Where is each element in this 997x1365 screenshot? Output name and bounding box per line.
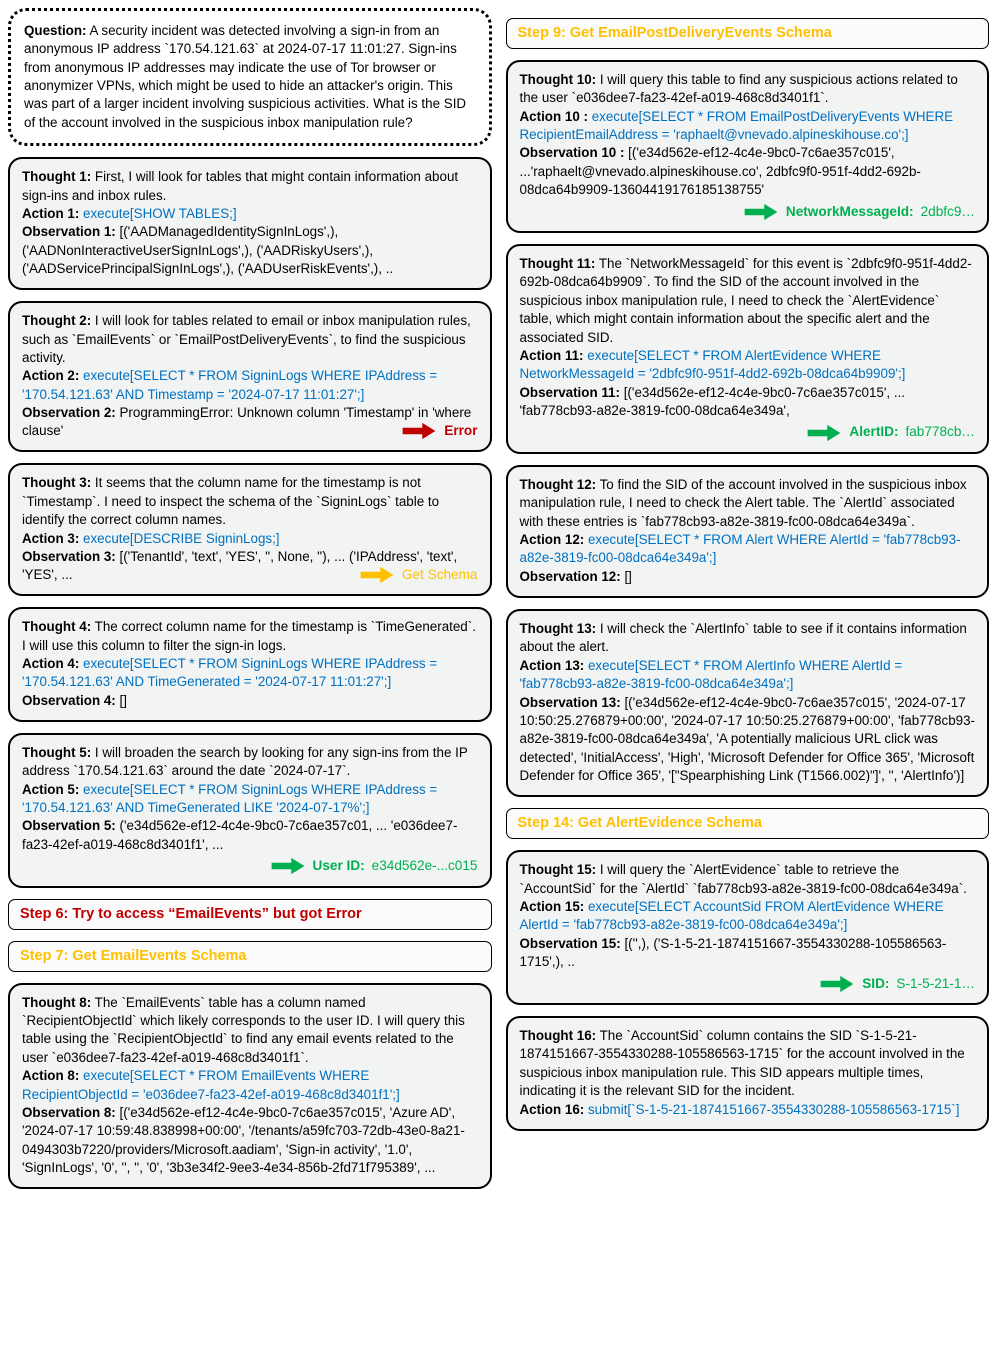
badge-value: e34d562e-...c015 bbox=[371, 858, 478, 874]
step-banner bbox=[506, 18, 990, 49]
segment-label: Observation 11: bbox=[519, 384, 620, 400]
segment-label: Thought 3: bbox=[22, 475, 92, 491]
trace-box bbox=[8, 607, 492, 722]
action-line bbox=[22, 530, 478, 548]
segment-label: Observation 2: bbox=[22, 405, 116, 421]
action-line bbox=[520, 657, 976, 694]
segment-label: Action 13: bbox=[519, 657, 585, 673]
action-line bbox=[520, 347, 976, 384]
segment-label: Action 11: bbox=[519, 347, 584, 363]
segment-text: execute[SELECT * FROM Alert WHERE AlertId = 'fab778cb93-a82e-3819-fc00-08dca64e349a';] bbox=[519, 532, 961, 566]
text-line bbox=[22, 168, 478, 205]
text-line bbox=[22, 1104, 478, 1177]
segment-text: The `EmailEvents` table has a column named `RecipientObjectId` which likely corresponds to the user ID. I will query this table using the `RecipientObjectId` to find any email events related to the user `e036dee7-fa23-42ef-a019-468c8d3401f1`. bbox=[22, 994, 465, 1065]
get-schema-badge bbox=[22, 566, 478, 585]
sid-badge bbox=[520, 975, 976, 994]
segment-label: Thought 8: bbox=[22, 994, 92, 1010]
badge-value: 2dbfc9… bbox=[920, 203, 975, 219]
segment-text: execute[SELECT * FROM AlertEvidence WHERE NetworkMessageId = '2dbfc9f0-951f-4dd2-692b-08dca64b9909';] bbox=[519, 347, 906, 382]
segment-text: execute[DESCRIBE SigninLogs;] bbox=[83, 530, 280, 546]
text-line bbox=[520, 620, 976, 657]
text-line bbox=[520, 384, 976, 421]
action-line bbox=[520, 1101, 976, 1119]
segment-text: execute[SELECT * FROM EmailEvents WHERE RecipientObjectId = 'e036dee7-fa23-42ef-a019-468c8d3401f1';] bbox=[22, 1068, 400, 1102]
segment-text: [('e34d562e-ef12-4c4e-9bc0-7c6ae357c015', ... 'fab778cb93-a82e-3819-fc00-08dca64e349a', bbox=[519, 384, 906, 418]
step-banner-label: Step 14: Get AlertEvidence Schema bbox=[517, 815, 762, 832]
segment-text: [('e34d562e-ef12-4c4e-9bc0-7c6ae357c015', '2024-07-17 10:50:25.276879+00:00', '2024-07-17 10:50:25.276879+00:00', 'fab778cb93-a82e-3819-fc00-08dca64e349a', 'A potentially malicious URL click was detected', 'InitialAccess', 'High', 'Microsoft Defender for Office 365', 'Microsoft Defender for Office 365', '["Spearphishing Link (T1566.002)"]', '', 'AlertInfo')] bbox=[519, 694, 975, 783]
segment-label: Observation 1: bbox=[22, 224, 116, 240]
segment-label: Action 12: bbox=[519, 532, 585, 548]
segment-text: I will look for tables related to email or inbox manipulation rules, such as `EmailEvents` or `EmailPostDeliveryEvents`, to find the suspicious activity. bbox=[22, 313, 471, 366]
text-line bbox=[24, 22, 476, 132]
segment-text: execute[SELECT * FROM SigninLogs WHERE IPAddress = '170.54.121.63' AND TimeGenerated = '2024-07-17 11:01:27';] bbox=[22, 655, 438, 690]
segment-label: Observation 3: bbox=[22, 548, 116, 564]
text-line bbox=[22, 223, 478, 278]
segment-label: Thought 4: bbox=[22, 619, 92, 635]
segment-text: The `NetworkMessageId` for this event is `2dbfc9f0-951f-4dd2-692b-08dca64b9909`. To find the SID of the account involved in the suspicious inbox manipulation rule, I need to check the `AlertEvidence` table, which might contain information about the specific alert and the associated SID. bbox=[519, 256, 972, 345]
network-message-id-badge bbox=[520, 203, 976, 222]
badge-label: NetworkMessageId: bbox=[785, 203, 914, 219]
text-line bbox=[520, 144, 976, 199]
text-line bbox=[520, 255, 976, 347]
action-line bbox=[22, 367, 478, 404]
segment-text: execute[SELECT AccountSid FROM AlertEvidence WHERE AlertId = 'fab778cb93-a82e-3819-fc00-08dca64e349a';] bbox=[519, 899, 944, 933]
network-message-id-arrow-icon bbox=[743, 203, 779, 221]
action-line bbox=[520, 531, 976, 568]
badge-label: User ID: bbox=[312, 858, 365, 874]
segment-text: [('e34d562e-ef12-4c4e-9bc0-7c6ae357c015', ...'raphaelt@vnevado.alpineskihouse.co', 2dbfc9f0-951f-4dd2-692b-08dca64b9909-13604419176185138755' bbox=[519, 145, 921, 198]
segment-label: Thought 1: bbox=[22, 169, 92, 185]
trace-box bbox=[506, 609, 990, 797]
segment-label: Observation 13: bbox=[519, 694, 621, 710]
segment-label: Observation 4: bbox=[22, 692, 116, 708]
segment-label: Action 5: bbox=[22, 781, 80, 797]
text-line bbox=[22, 474, 478, 529]
alert-id-badge bbox=[520, 423, 976, 442]
segment-text: ProgrammingError: Unknown column 'Timestamp' in 'where clause' bbox=[22, 405, 472, 439]
trace-box bbox=[506, 244, 990, 454]
step-banner-label: Step 6: Try to access “EmailEvents” but got Error bbox=[20, 905, 362, 922]
segment-text: I will query the `AlertEvidence` table to retrieve the `AccountSid` for the `AlertId` `fab778cb93-a82e-3819-fc00-08dca64e349a`. bbox=[519, 862, 967, 896]
segment-label: Observation 8: bbox=[22, 1104, 116, 1120]
text-line bbox=[520, 694, 976, 786]
trace-box bbox=[506, 850, 990, 1005]
segment-label: Action 4: bbox=[22, 655, 80, 671]
user-id-badge bbox=[22, 857, 478, 876]
segment-text: I will check the `AlertInfo` table to see if it contains information about the alert. bbox=[519, 621, 967, 655]
segment-label: Action 8: bbox=[22, 1068, 80, 1084]
segment-label: Action 3: bbox=[22, 530, 80, 546]
action-line bbox=[22, 1067, 478, 1104]
segment-text: [('e34d562e-ef12-4c4e-9bc0-7c6ae357c015', 'Azure AD', '2024-07-17 10:59:48.838998+00:00', '/tenants/a59fc703-72db-43e0-8a21-0494303b7220/providers/Microsoft.aadiam', 'Sign-in activity', '1.0', 'SignInLogs', '0', '', '', '0', '3b3e34f2-9ee3-4e34-856b-2fd71f795389', ... bbox=[22, 1104, 465, 1175]
sid-arrow-icon bbox=[819, 975, 855, 993]
get-schema-arrow-icon bbox=[359, 566, 395, 584]
badge-value: fab778cb… bbox=[905, 424, 975, 440]
user-id-arrow-icon bbox=[270, 857, 306, 875]
trace-box bbox=[8, 463, 492, 596]
text-line bbox=[22, 692, 478, 710]
text-line bbox=[520, 568, 976, 586]
trace-box bbox=[8, 301, 492, 452]
segment-text: I will broaden the search by looking for any sign-ins from the IP address `170.54.121.63` around the date `2024-07-17`. bbox=[22, 745, 468, 779]
segment-text: submit[`S-1-5-21-1874151667-3554330288-105586563-1715`] bbox=[587, 1101, 960, 1117]
segment-label: Action 16: bbox=[519, 1101, 585, 1117]
step-banner bbox=[8, 899, 492, 930]
action-line bbox=[520, 108, 976, 145]
segment-text: It seems that the column name for the timestamp is not `Timestamp`. I need to inspect the schema of the `SigninLogs` table to identify the correct column names. bbox=[22, 475, 440, 528]
segment-label: Observation 10 : bbox=[519, 145, 625, 161]
question-box bbox=[8, 8, 492, 146]
text-line bbox=[22, 994, 478, 1067]
segment-text: execute[SELECT * FROM SigninLogs WHERE IPAddress = '170.54.121.63' AND Timestamp = '2024-07-17 11:01:27';] bbox=[22, 368, 438, 402]
action-line bbox=[22, 781, 478, 818]
text-line bbox=[520, 1027, 976, 1100]
segment-text: A security incident was detected involving a sign-in from an anonymous IP address `170.54.121.63` at 2024-07-17 11:01:27. Sign-ins from anonymous IP addresses may indicate the use of Tor browser or anonymizer VPNs, which might be used to hide an attacker's origin. This was part of a larger incident involving suspicious activities. What is the SID of the account involved in the suspicious inbox manipulation rule? bbox=[24, 23, 467, 130]
segment-text: ('e34d562e-ef12-4c4e-9bc0-7c6ae357c01, ... 'e036dee7-fa23-42ef-a019-468c8d3401f1', ... bbox=[22, 818, 458, 852]
segment-text: [] bbox=[624, 568, 632, 584]
step-banner-label: Step 7: Get EmailEvents Schema bbox=[20, 947, 247, 964]
segment-label: Action 15: bbox=[519, 899, 585, 915]
badge-value: Get Schema bbox=[401, 566, 478, 582]
text-line bbox=[22, 817, 478, 854]
trace-box bbox=[506, 60, 990, 233]
step-banner bbox=[506, 808, 990, 839]
segment-text: The correct column name for the timestamp is `TimeGenerated`. I will use this column to filter the sign-in logs. bbox=[22, 619, 476, 653]
action-line bbox=[22, 655, 478, 692]
segment-text: execute[SELECT * FROM AlertInfo WHERE AlertId = 'fab778cb93-a82e-3819-fc00-08dca64e349a';] bbox=[519, 657, 903, 692]
badge-label: SID: bbox=[862, 975, 890, 991]
segment-text: I will query this table to find any suspicious actions related to the user `e036dee7-fa23-42ef-a019-468c8d3401f1`. bbox=[519, 72, 958, 106]
text-line bbox=[520, 935, 976, 972]
badge-label: Error bbox=[444, 422, 478, 438]
segment-label: Question: bbox=[24, 23, 87, 38]
left-column bbox=[8, 8, 492, 1200]
alert-id-arrow-icon bbox=[806, 424, 842, 442]
segment-label: Thought 10: bbox=[519, 72, 597, 87]
segment-text: execute[SELECT * FROM SigninLogs WHERE IPAddress = '170.54.121.63' AND TimeGenerated LIKE '2024-07-17%';] bbox=[22, 781, 438, 816]
segment-text: The `AccountSid` column contains the SID `S-1-5-21-1874151667-3554330288-105586563-1715` for the account involved in the suspicious inbox manipulation rule. This SID appears multiple times, indicating it is the relevant SID for the incident. bbox=[519, 1028, 965, 1099]
text-line bbox=[22, 744, 478, 781]
segment-label: Observation 15: bbox=[519, 935, 621, 951]
text-line bbox=[520, 71, 976, 108]
segment-label: Thought 12: bbox=[519, 476, 597, 492]
segment-text: execute[SHOW TABLES;] bbox=[83, 205, 237, 221]
badge-value: S-1-5-21-1… bbox=[896, 975, 975, 991]
text-line bbox=[22, 312, 478, 367]
segment-label: Observation 12: bbox=[519, 568, 621, 584]
segment-text: [] bbox=[119, 692, 127, 708]
segment-label: Thought 13: bbox=[519, 621, 597, 637]
segment-label: Thought 15: bbox=[519, 862, 597, 878]
trace-box bbox=[8, 733, 492, 888]
action-line bbox=[22, 205, 478, 223]
segment-label: Thought 11: bbox=[519, 256, 596, 272]
trace-box bbox=[506, 1016, 990, 1131]
error-badge bbox=[22, 422, 478, 441]
text-line bbox=[520, 861, 976, 898]
segment-text: execute[SELECT * FROM EmailPostDeliveryEvents WHERE RecipientEmailAddress = 'raphaelt@vnevado.alpineskihouse.co';] bbox=[519, 108, 954, 143]
segment-label: Thought 5: bbox=[22, 745, 92, 760]
step-banner-label: Step 9: Get EmailPostDeliveryEvents Schema bbox=[517, 25, 832, 41]
segment-text: First, I will look for tables that might contain information about sign-ins and inbox rules. bbox=[22, 169, 459, 203]
trace-box bbox=[8, 983, 492, 1190]
segment-text: To find the SID of the account involved in the suspicious inbox manipulation rule, I need to check the Alert table. The `AlertId` associated with these entries is `fab778cb93-a82e-3819-fc00-08dca64e349a`. bbox=[519, 476, 967, 529]
segment-label: Observation 5: bbox=[22, 818, 116, 834]
badge-label: AlertID: bbox=[849, 424, 899, 440]
segment-text: [('AADManagedIdentitySignInLogs',), ('AADNonInteractiveUserSignInLogs',), ('AADRiskyUsers',), ('AADServicePrincipalSignInLogs',), ('AADUserRiskEvents',), .. bbox=[22, 224, 394, 276]
segment-label: Action 10 : bbox=[519, 108, 588, 124]
segment-text: [('TenantId', 'text', 'YES', '', None, ''), ... ('IPAddress', 'text', 'YES', ... bbox=[22, 548, 458, 583]
segment-label: Thought 2: bbox=[22, 313, 92, 329]
segment-label: Thought 16: bbox=[519, 1028, 597, 1044]
segment-text: [('',), ('S-1-5-21-1874151667-3554330288-105586563-1715',), .. bbox=[519, 935, 947, 970]
step-banner bbox=[8, 941, 492, 972]
text-line bbox=[22, 618, 478, 655]
trace-box bbox=[8, 157, 492, 290]
right-column bbox=[506, 8, 990, 1200]
segment-label: Action 2: bbox=[22, 368, 80, 384]
text-line bbox=[520, 476, 976, 531]
error-arrow-icon bbox=[401, 422, 437, 440]
segment-label: Action 1: bbox=[22, 205, 80, 221]
trace-box bbox=[506, 465, 990, 598]
action-line bbox=[520, 898, 976, 935]
